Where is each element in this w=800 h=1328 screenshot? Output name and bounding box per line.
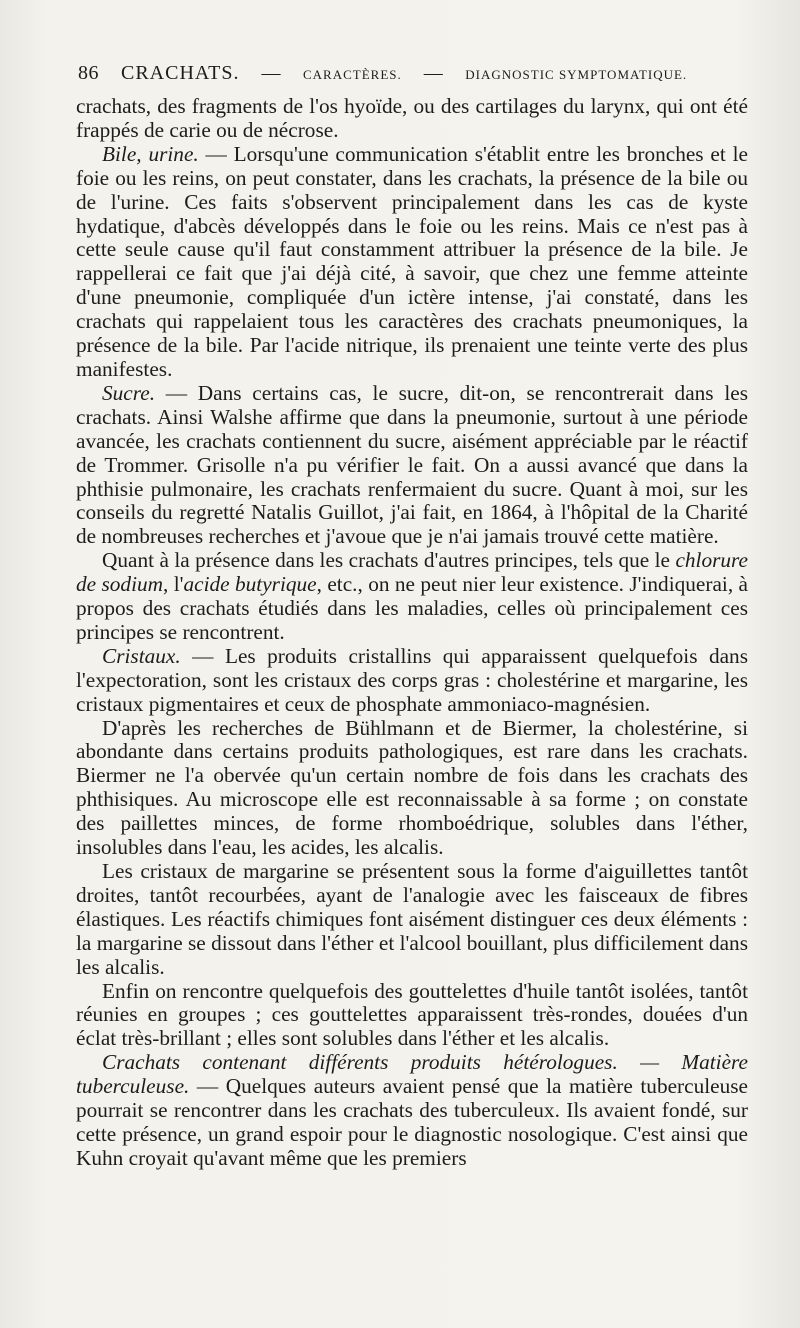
- italic-term: acide butyrique: [183, 572, 317, 597]
- page-number: 86: [78, 62, 99, 84]
- header-dash: —: [261, 63, 281, 84]
- paragraph-text: — Dans certains cas, le sucre, dit-on, se rencontrerait dans les crachats. Ainsi Walshe affirme que dans la pneumonie, surtout à une période avancée, les crachats contiennent du sucre, aisément appréciable par le réactif de Trommer. Grisolle n'a pu vérifier le fait. On a aussi avancé que dans la phthisie pulmonaire, les crachats renfermaient du sucre. Quant à moi, sur les conseils du regretté Natalis Guillot, j'ai fait, en 1864, à l'hôpital de la Charité de nombreuses recherches et j'avoue que je n'ai jamais trouvé cette matière.: [76, 380, 748, 549]
- paragraph-lead: Cristaux.: [102, 643, 181, 668]
- paragraph-text: — Lorsqu'une communication s'établit entre les bronches et le foie ou les reins, on peut constater, dans les crachats, la présence de la bile ou de l'urine. Ces faits s'observent principalement dans les cas de kyste hydatique, d'abcès développés dans le foie ou les reins. Mais ce n'est pas à cette seule cause qu'il faut constamment attribuer la présence de la bile. Je rappellerai ce fait que j'ai déjà cité, à savoir, que chez une femme atteinte d'une pneumonie, compliquée d'un ictère intense, j'ai constaté, dans les crachats qui rappelaient tous les caractères des crachats pneumoniques, la présence de la bile. Par l'acide nitrique, ils prenaient une teinte verte des plus manifestes.: [76, 141, 748, 381]
- paragraph: [76, 717, 748, 860]
- italic-term: chlorure de sodium: [76, 548, 748, 597]
- paragraph-lead: Crachats contenant différents produits hétérologues. — Matière tuberculeuse.: [76, 1050, 748, 1099]
- paragraph-text: — Les produits cristallins qui apparaissent quelquefois dans l'expectoration, sont les cristaux des corps gras : cholestérine et margarine, les cristaux pigmentaires et ceux de phosphate ammoniaco-magnésien.: [76, 643, 748, 716]
- paragraph-lead: Bile, urine.: [102, 141, 199, 166]
- body-text: [76, 95, 748, 1171]
- paragraph-lead: Sucre.: [102, 380, 156, 405]
- paragraph-text: Enfin on rencontre quelquefois des gouttelettes d'huile tantôt isolées, tantôt réunies en groupes ; ces gouttelettes apparaissent très-rondes, douées d'un éclat très-brillant ; elles sont solubles dans l'éther et les alcalis.: [76, 978, 748, 1051]
- paragraph: [76, 645, 748, 717]
- chapter-title: CRACHATS.: [121, 62, 240, 84]
- paragraph: [76, 382, 748, 549]
- paragraph-text: , l': [163, 572, 184, 597]
- running-header: [78, 62, 758, 90]
- section-title: CARACTÈRES.: [302, 67, 402, 82]
- paragraph: [76, 549, 748, 645]
- paragraph: [76, 1051, 748, 1171]
- paragraph-text: D'après les recherches de Bühlmann et de Biermer, la cholestérine, si abondante dans certains produits pathologiques, est rare dans les crachats. Biermer ne l'a obervée qu'un certain nombre de fois dans les crachats des phthisiques. Au microscope elle est reconnaissable à sa forme ; on constate des paillettes minces, de forme rhomboédrique, solubles dans l'éther, insolubles dans l'eau, les acides, les alcalis.: [76, 715, 748, 860]
- header-dash: —: [423, 63, 444, 84]
- paragraph-text: , etc., on ne peut nier leur existence. J'indiquerai, à propos des crachats étudiés dans les maladies, celles où principalement ces principes se rencontrent.: [76, 572, 748, 644]
- subsection-title: DIAGNOSTIC SYMPTOMATIQUE.: [465, 67, 688, 82]
- paragraph: [76, 95, 748, 143]
- paragraph-text: Quant à la présence dans les crachats d'autres principes, tels que le: [102, 548, 676, 573]
- paragraph-text: crachats, des fragments de l'os hyoïde, ou des cartilages du larynx, qui ont été frappés de carie ou de nécrose.: [76, 94, 748, 142]
- paragraph: [76, 143, 748, 382]
- paragraph-text: — Quelques auteurs avaient pensé que la matière tuberculeuse pourrait se rencontrer dans les crachats des tuberculeux. Ils avaient fondé, sur cette présence, un grand espoir pour le diagnostic nosologique. C'est ainsi que Kuhn croyait qu'avant même que les premiers: [76, 1074, 748, 1170]
- paragraph-text: Les cristaux de margarine se présentent sous la forme d'aiguillettes tantôt droites, tantôt recourbées, ayant de l'analogie avec les faisceaux de fibres élastiques. Les réactifs chimiques font aisément distinguer ces deux éléments : la margarine se dissout dans l'éther et l'alcool bouillant, plus difficilement dans les alcalis.: [76, 859, 748, 979]
- paragraph: [76, 980, 748, 1052]
- paragraph: [76, 860, 748, 980]
